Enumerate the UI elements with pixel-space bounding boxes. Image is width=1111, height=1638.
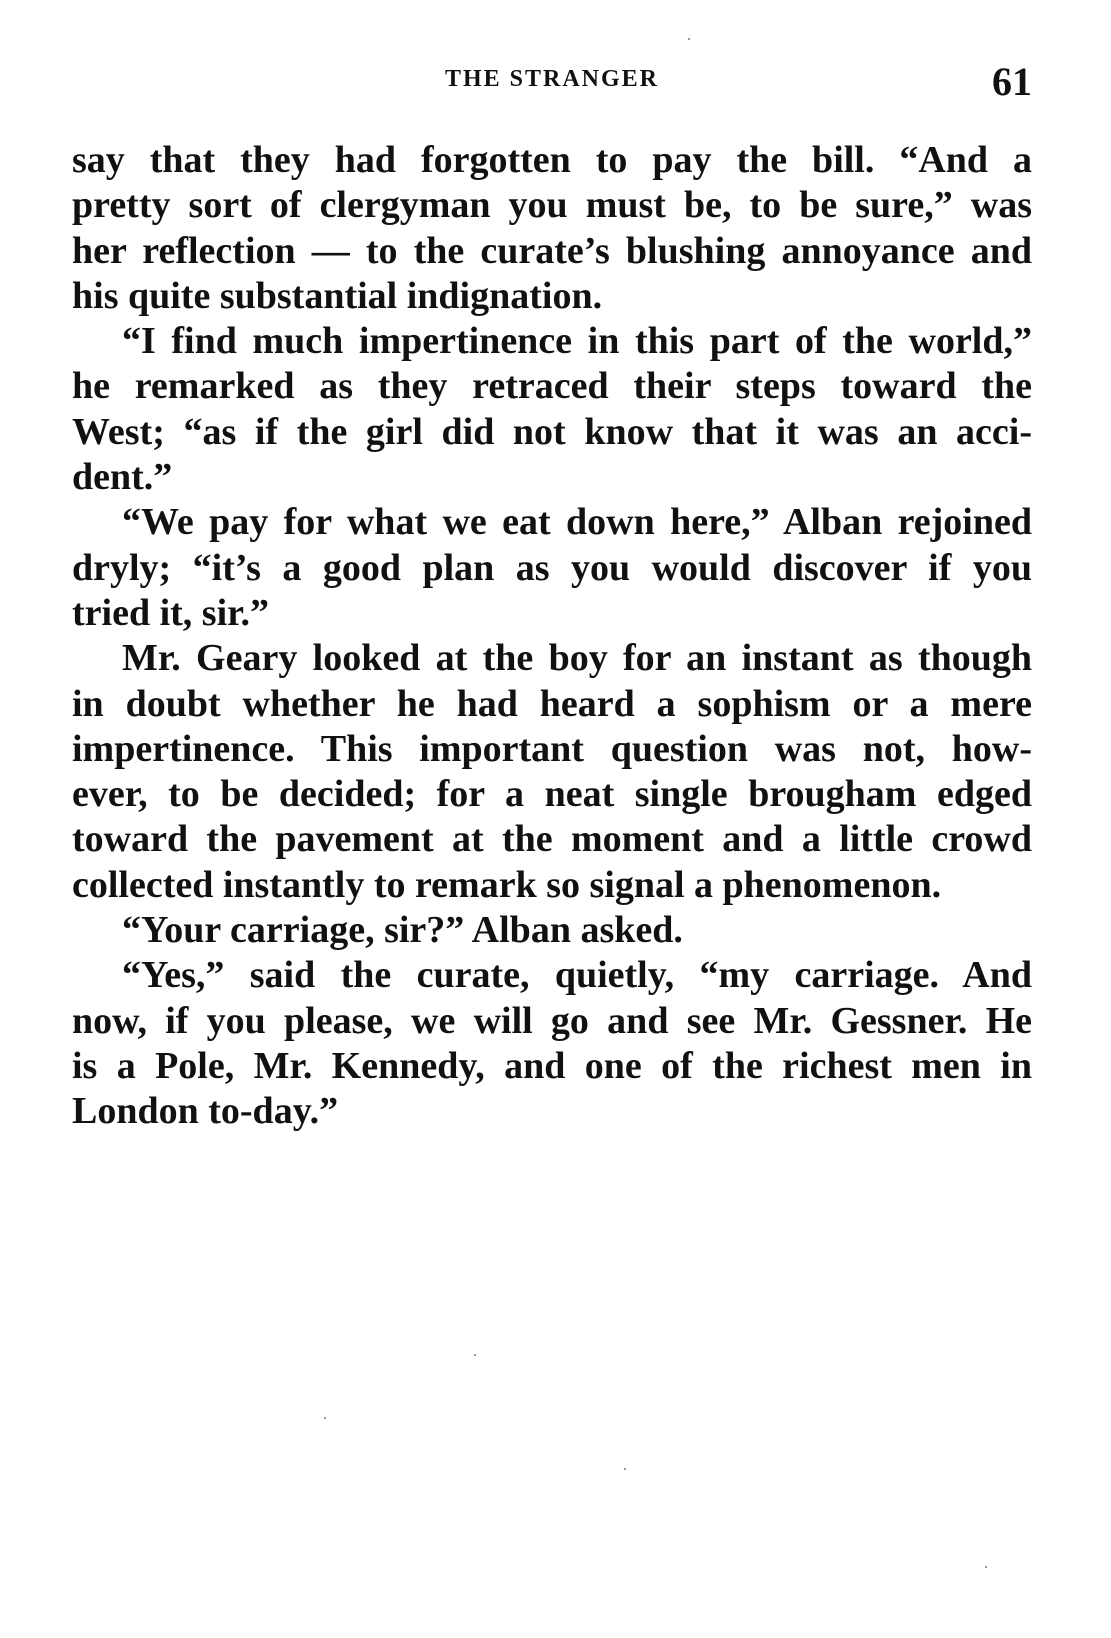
text-line: he remarked as they retraced their steps toward the xyxy=(72,365,1032,408)
text-line: impertinence. This important question was not, how- xyxy=(72,727,1032,770)
text-line: her reflection — to the curate’s blushing annoyance and xyxy=(72,229,1032,272)
text-line: pretty sort of clergyman you must be, to be sure,” was xyxy=(72,184,1032,227)
text-line: now, if you please, we will go and see Mr. Gessner. He xyxy=(72,999,1032,1042)
text-line: in doubt whether he had heard a sophism or a mere xyxy=(72,682,1032,725)
text-line: “Yes,” said the curate, quietly, “my carriage. And xyxy=(122,954,1032,997)
text-line: tried it, sir.” xyxy=(72,591,270,634)
scan-speck xyxy=(474,1354,476,1356)
text-line: say that they had forgotten to pay the bill. “And a xyxy=(72,139,1032,181)
body-text xyxy=(72,138,1032,1135)
text-line: his quite substantial indignation. xyxy=(72,274,603,317)
text-line: London to-day.” xyxy=(72,1090,339,1133)
text-line: collected instantly to remark so signal a phenomenon. xyxy=(72,863,942,906)
text-line: “We pay for what we eat down here,” Alban rejoined xyxy=(122,501,1032,544)
text-line: “I find much impertinence in this part of the world,” xyxy=(122,320,1032,363)
running-head xyxy=(72,58,1032,108)
scan-speck xyxy=(624,1468,626,1470)
text-line: Mr. Geary looked at the boy for an instant as though xyxy=(122,637,1032,680)
scan-speck xyxy=(985,1566,987,1568)
text-line: dent.” xyxy=(72,456,173,499)
text-line: dryly; “it’s a good plan as you would discover if you xyxy=(72,546,1032,589)
text-line: toward the pavement at the moment and a little crowd xyxy=(72,818,1032,861)
text-line: West; “as if the girl did not know that it was an acci- xyxy=(72,410,1032,453)
text-line: “Your carriage, sir?” Alban asked. xyxy=(122,909,683,952)
scan-speck xyxy=(688,38,690,40)
text-line: is a Pole, Mr. Kennedy, and one of the richest men in xyxy=(72,1044,1032,1087)
running-title: THE STRANGER xyxy=(444,66,660,92)
page-number: 61 xyxy=(992,59,1032,104)
text-line: ever, to be decided; for a neat single brougham edged xyxy=(72,773,1032,816)
scan-speck xyxy=(324,1417,326,1419)
